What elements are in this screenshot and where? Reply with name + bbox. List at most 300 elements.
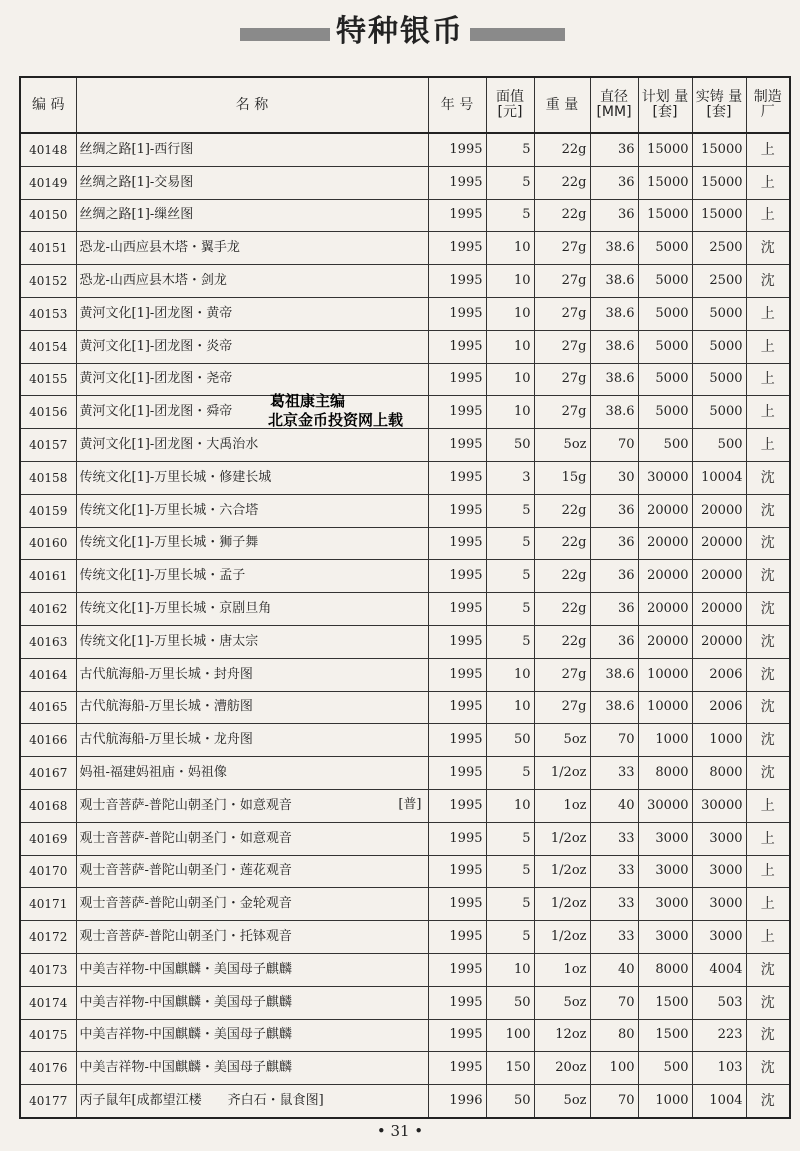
- cell-mint: 上: [746, 199, 790, 232]
- cell-actual: 5000: [692, 396, 746, 429]
- coin-name: 中美吉祥物-中国麒麟・美国母子麒麟: [79, 994, 292, 1010]
- cell-actual: 20000: [692, 625, 746, 658]
- cell-code: 40177: [20, 1085, 76, 1118]
- cell-weight: 12oz: [534, 1019, 590, 1052]
- cell-year: 1995: [428, 166, 486, 199]
- cell-diameter: 36: [590, 527, 638, 560]
- cell-planned: 5000: [638, 232, 692, 265]
- cell-planned: 5000: [638, 265, 692, 298]
- table-row: [20, 429, 790, 462]
- cell-year: 1995: [428, 330, 486, 363]
- table-row: [20, 330, 790, 363]
- coin-table-body: [20, 133, 790, 1118]
- coin-name: 黄河文化[1]-团龙图・尧帝: [79, 371, 233, 387]
- coin-table: [19, 76, 791, 1119]
- table-row: [20, 297, 790, 330]
- table-row: [20, 593, 790, 626]
- cell-actual: 20000: [692, 494, 746, 527]
- cell-planned: 5000: [638, 396, 692, 429]
- cell-code: 40161: [20, 560, 76, 593]
- table-row: [20, 363, 790, 396]
- coin-name: 中美吉祥物-中国麒麟・美国母子麒麟: [79, 1060, 292, 1076]
- cell-diameter: 38.6: [590, 330, 638, 363]
- coin-name: 传统文化[1]-万里长城・六合塔: [79, 502, 259, 518]
- cell-year: 1995: [428, 822, 486, 855]
- cell-code: 40174: [20, 986, 76, 1019]
- cell-planned: 5000: [638, 330, 692, 363]
- cell-weight: 27g: [534, 330, 590, 363]
- cell-name: [76, 691, 428, 724]
- cell-planned: 30000: [638, 789, 692, 822]
- cell-mint: 沈: [746, 1052, 790, 1085]
- cell-planned: 30000: [638, 461, 692, 494]
- table-row: [20, 1052, 790, 1085]
- cell-planned: 20000: [638, 494, 692, 527]
- cell-weight: 5oz: [534, 429, 590, 462]
- cell-name: [76, 921, 428, 954]
- cell-mint: 上: [746, 133, 790, 166]
- cell-diameter: 80: [590, 1019, 638, 1052]
- cell-name: [76, 265, 428, 298]
- cell-year: 1995: [428, 757, 486, 790]
- cell-name: [76, 658, 428, 691]
- table-row: [20, 691, 790, 724]
- header-diameter: 直径 [MM]: [590, 77, 638, 133]
- cell-mint: 沈: [746, 691, 790, 724]
- coin-name: 恐龙-山西应县木塔・翼手龙: [79, 240, 240, 256]
- cell-diameter: 33: [590, 888, 638, 921]
- cell-face-value: 5: [486, 494, 534, 527]
- cell-weight: 1/2oz: [534, 921, 590, 954]
- cell-name: [76, 1052, 428, 1085]
- cell-diameter: 36: [590, 166, 638, 199]
- cell-code: 40165: [20, 691, 76, 724]
- cell-weight: 27g: [534, 232, 590, 265]
- coin-name: 黄河文化[1]-团龙图・炎帝: [79, 338, 233, 354]
- cell-year: 1995: [428, 265, 486, 298]
- cell-actual: 15000: [692, 133, 746, 166]
- coin-name: 丝绸之路[1]-缫丝图: [79, 207, 194, 223]
- table-row: [20, 396, 790, 429]
- cell-weight: 22g: [534, 527, 590, 560]
- cell-name: [76, 1085, 428, 1118]
- cell-year: 1995: [428, 888, 486, 921]
- cell-face-value: 5: [486, 593, 534, 626]
- cell-code: 40172: [20, 921, 76, 954]
- cell-diameter: 33: [590, 855, 638, 888]
- cell-face-value: 5: [486, 166, 534, 199]
- watermark-line: 北京金币投资网上载: [268, 411, 404, 429]
- cell-year: 1995: [428, 691, 486, 724]
- cell-name: [76, 494, 428, 527]
- cell-weight: 15g: [534, 461, 590, 494]
- cell-year: 1995: [428, 494, 486, 527]
- cell-name: [76, 1019, 428, 1052]
- table-row: [20, 527, 790, 560]
- cell-diameter: 33: [590, 822, 638, 855]
- cell-mint: 沈: [746, 494, 790, 527]
- cell-face-value: 5: [486, 560, 534, 593]
- cell-weight: 1/2oz: [534, 855, 590, 888]
- cell-code: 40156: [20, 396, 76, 429]
- table-row: [20, 166, 790, 199]
- table-row: [20, 921, 790, 954]
- cell-code: 40159: [20, 494, 76, 527]
- cell-face-value: 5: [486, 133, 534, 166]
- cell-weight: 27g: [534, 396, 590, 429]
- cell-diameter: 70: [590, 724, 638, 757]
- cell-diameter: 36: [590, 625, 638, 658]
- cell-face-value: 5: [486, 921, 534, 954]
- cell-name: [76, 822, 428, 855]
- cell-mint: 沈: [746, 658, 790, 691]
- cell-code: 40155: [20, 363, 76, 396]
- cell-mint: 沈: [746, 953, 790, 986]
- cell-weight: 1/2oz: [534, 888, 590, 921]
- cell-face-value: 50: [486, 1085, 534, 1118]
- cell-face-value: 50: [486, 724, 534, 757]
- cell-actual: 2500: [692, 265, 746, 298]
- coin-name: 观士音菩萨-普陀山朝圣门・莲花观音: [79, 863, 292, 879]
- coin-name: 传统文化[1]-万里长城・孟子: [79, 568, 246, 584]
- coin-name: 古代航海船-万里长城・封舟图: [79, 666, 253, 682]
- cell-mint: 沈: [746, 232, 790, 265]
- cell-diameter: 38.6: [590, 658, 638, 691]
- header-actual: 实铸 量[套]: [692, 77, 746, 133]
- cell-diameter: 38.6: [590, 396, 638, 429]
- cell-mint: 上: [746, 921, 790, 954]
- cell-year: 1995: [428, 429, 486, 462]
- cell-planned: 3000: [638, 855, 692, 888]
- cell-code: 40151: [20, 232, 76, 265]
- coin-name: 恐龙-山西应县木塔・剑龙: [79, 273, 227, 289]
- table-row: [20, 724, 790, 757]
- cell-planned: 20000: [638, 560, 692, 593]
- cell-mint: 上: [746, 363, 790, 396]
- cell-planned: 15000: [638, 133, 692, 166]
- cell-year: 1995: [428, 396, 486, 429]
- cell-planned: 500: [638, 1052, 692, 1085]
- cell-actual: 8000: [692, 757, 746, 790]
- header-year: 年 号: [428, 77, 486, 133]
- cell-name: [76, 888, 428, 921]
- cell-face-value: 50: [486, 986, 534, 1019]
- cell-planned: 3000: [638, 888, 692, 921]
- cell-face-value: 5: [486, 822, 534, 855]
- coin-name: 黄河文化[1]-团龙图・舜帝: [79, 404, 233, 420]
- table-row: [20, 953, 790, 986]
- cell-weight: 27g: [534, 691, 590, 724]
- cell-name: [76, 199, 428, 232]
- cell-planned: 3000: [638, 921, 692, 954]
- coin-name: 黄河文化[1]-团龙图・大禹治水: [79, 437, 259, 453]
- header-planned: 计划 量[套]: [638, 77, 692, 133]
- cell-face-value: 5: [486, 757, 534, 790]
- cell-actual: 5000: [692, 363, 746, 396]
- cell-actual: 15000: [692, 166, 746, 199]
- cell-name: [76, 461, 428, 494]
- cell-weight: 22g: [534, 593, 590, 626]
- title-bar-right: [470, 28, 565, 41]
- cell-planned: 500: [638, 429, 692, 462]
- cell-mint: 沈: [746, 265, 790, 298]
- cell-name: [76, 625, 428, 658]
- cell-weight: 20oz: [534, 1052, 590, 1085]
- cell-weight: 5oz: [534, 986, 590, 1019]
- cell-year: 1995: [428, 527, 486, 560]
- table-row: [20, 757, 790, 790]
- cell-mint: 沈: [746, 560, 790, 593]
- cell-name: [76, 297, 428, 330]
- coin-tag: [普]: [398, 796, 422, 812]
- table-row: [20, 265, 790, 298]
- cell-code: 40158: [20, 461, 76, 494]
- cell-planned: 20000: [638, 527, 692, 560]
- page-number: • 31 •: [376, 1122, 424, 1140]
- coin-name: 中美吉祥物-中国麒麟・美国母子麒麟: [79, 961, 292, 977]
- cell-diameter: 33: [590, 921, 638, 954]
- watermark-line: 葛祖康主编: [270, 392, 346, 410]
- cell-code: 40175: [20, 1019, 76, 1052]
- cell-mint: 上: [746, 297, 790, 330]
- cell-weight: 22g: [534, 199, 590, 232]
- cell-year: 1995: [428, 133, 486, 166]
- cell-diameter: 38.6: [590, 265, 638, 298]
- cell-face-value: 10: [486, 789, 534, 822]
- watermark: [268, 392, 403, 430]
- cell-mint: 上: [746, 166, 790, 199]
- coin-name: 传统文化[1]-万里长城・狮子舞: [79, 535, 259, 551]
- cell-year: 1995: [428, 560, 486, 593]
- cell-year: 1995: [428, 921, 486, 954]
- cell-planned: 5000: [638, 363, 692, 396]
- cell-face-value: 50: [486, 429, 534, 462]
- cell-actual: 3000: [692, 855, 746, 888]
- cell-planned: 1500: [638, 986, 692, 1019]
- cell-actual: 15000: [692, 199, 746, 232]
- cell-actual: 5000: [692, 330, 746, 363]
- cell-code: 40166: [20, 724, 76, 757]
- cell-weight: 27g: [534, 265, 590, 298]
- cell-mint: 上: [746, 396, 790, 429]
- coin-name: 丝绸之路[1]-交易图: [79, 174, 194, 190]
- cell-planned: 10000: [638, 691, 692, 724]
- cell-diameter: 36: [590, 593, 638, 626]
- cell-face-value: 10: [486, 297, 534, 330]
- cell-code: 40163: [20, 625, 76, 658]
- cell-diameter: 70: [590, 1085, 638, 1118]
- cell-year: 1995: [428, 986, 486, 1019]
- coin-name: 丝绸之路[1]-西行图: [79, 141, 194, 157]
- cell-mint: 上: [746, 429, 790, 462]
- cell-name: [76, 757, 428, 790]
- cell-weight: 1oz: [534, 789, 590, 822]
- cell-code: 40167: [20, 757, 76, 790]
- coin-name: 观士音菩萨-普陀山朝圣门・如意观音: [79, 830, 292, 846]
- cell-weight: 27g: [534, 297, 590, 330]
- cell-actual: 20000: [692, 593, 746, 626]
- cell-code: 40148: [20, 133, 76, 166]
- cell-face-value: 10: [486, 363, 534, 396]
- header-code: 编 码: [20, 77, 76, 133]
- cell-year: 1995: [428, 232, 486, 265]
- cell-mint: 上: [746, 822, 790, 855]
- cell-mint: 沈: [746, 625, 790, 658]
- table-header-row: [20, 77, 790, 133]
- cell-code: 40162: [20, 593, 76, 626]
- table-row: [20, 625, 790, 658]
- cell-face-value: 5: [486, 855, 534, 888]
- cell-diameter: 33: [590, 757, 638, 790]
- cell-mint: 沈: [746, 986, 790, 1019]
- cell-weight: 22g: [534, 133, 590, 166]
- cell-weight: 22g: [534, 625, 590, 658]
- cell-code: 40152: [20, 265, 76, 298]
- cell-weight: 5oz: [534, 724, 590, 757]
- table-row: [20, 789, 790, 822]
- coin-name: 传统文化[1]-万里长城・唐太宗: [79, 633, 259, 649]
- cell-planned: 3000: [638, 822, 692, 855]
- page-title: 特种银币: [336, 14, 464, 49]
- table-row: [20, 199, 790, 232]
- cell-planned: 20000: [638, 593, 692, 626]
- table-row: [20, 822, 790, 855]
- coin-name: 观士音菩萨-普陀山朝圣门・如意观音: [79, 797, 292, 813]
- table-row: [20, 1085, 790, 1118]
- cell-code: 40173: [20, 953, 76, 986]
- cell-code: 40149: [20, 166, 76, 199]
- cell-face-value: 10: [486, 232, 534, 265]
- cell-year: 1995: [428, 625, 486, 658]
- table-row: [20, 133, 790, 166]
- cell-mint: 上: [746, 855, 790, 888]
- cell-diameter: 40: [590, 953, 638, 986]
- cell-actual: 20000: [692, 560, 746, 593]
- cell-name: [76, 593, 428, 626]
- cell-name: [76, 232, 428, 265]
- table-row: [20, 494, 790, 527]
- cell-name: [76, 429, 428, 462]
- cell-actual: 500: [692, 429, 746, 462]
- cell-weight: 1oz: [534, 953, 590, 986]
- coin-name: 观士音菩萨-普陀山朝圣门・托钵观音: [79, 929, 292, 945]
- cell-mint: 沈: [746, 593, 790, 626]
- cell-actual: 2500: [692, 232, 746, 265]
- cell-code: 40154: [20, 330, 76, 363]
- cell-code: 40168: [20, 789, 76, 822]
- cell-actual: 2006: [692, 691, 746, 724]
- cell-diameter: 36: [590, 199, 638, 232]
- table-row: [20, 888, 790, 921]
- cell-name: [76, 527, 428, 560]
- cell-mint: 沈: [746, 757, 790, 790]
- cell-year: 1995: [428, 855, 486, 888]
- cell-planned: 8000: [638, 757, 692, 790]
- cell-face-value: 100: [486, 1019, 534, 1052]
- header-name: 名 称: [76, 77, 428, 133]
- cell-diameter: 70: [590, 986, 638, 1019]
- cell-planned: 10000: [638, 658, 692, 691]
- cell-actual: 2006: [692, 658, 746, 691]
- cell-year: 1995: [428, 593, 486, 626]
- cell-year: 1996: [428, 1085, 486, 1118]
- table-row: [20, 658, 790, 691]
- cell-code: 40150: [20, 199, 76, 232]
- cell-name: [76, 133, 428, 166]
- cell-actual: 3000: [692, 822, 746, 855]
- cell-year: 1995: [428, 363, 486, 396]
- cell-face-value: 10: [486, 658, 534, 691]
- table-row: [20, 986, 790, 1019]
- coin-name: 丙子鼠年[成都望江楼 齐白石・鼠食图]: [79, 1093, 324, 1108]
- cell-actual: 5000: [692, 297, 746, 330]
- cell-weight: 22g: [534, 166, 590, 199]
- coin-name: 传统文化[1]-万里长城・京剧旦角: [79, 601, 272, 617]
- cell-diameter: 38.6: [590, 691, 638, 724]
- cell-diameter: 100: [590, 1052, 638, 1085]
- cell-name: [76, 986, 428, 1019]
- cell-name: [76, 953, 428, 986]
- cell-diameter: 40: [590, 789, 638, 822]
- table-row: [20, 232, 790, 265]
- coin-name: 观士音菩萨-普陀山朝圣门・金轮观音: [79, 896, 292, 912]
- cell-face-value: 5: [486, 625, 534, 658]
- coin-name: 妈祖-福建妈祖庙・妈祖像: [79, 765, 227, 781]
- cell-face-value: 10: [486, 953, 534, 986]
- coin-name: 中美吉祥物-中国麒麟・美国母子麒麟: [79, 1027, 292, 1043]
- cell-face-value: 5: [486, 888, 534, 921]
- coin-name: 黄河文化[1]-团龙图・黄帝: [79, 305, 233, 321]
- cell-actual: 223: [692, 1019, 746, 1052]
- cell-code: 40153: [20, 297, 76, 330]
- cell-diameter: 36: [590, 494, 638, 527]
- cell-mint: 沈: [746, 527, 790, 560]
- cell-mint: 上: [746, 789, 790, 822]
- cell-year: 1995: [428, 461, 486, 494]
- title-bar-left: [240, 28, 330, 41]
- cell-planned: 20000: [638, 625, 692, 658]
- cell-name: [76, 724, 428, 757]
- cell-code: 40160: [20, 527, 76, 560]
- coin-name: 传统文化[1]-万里长城・修建长城: [79, 469, 272, 485]
- table-row: [20, 560, 790, 593]
- cell-actual: 3000: [692, 888, 746, 921]
- cell-actual: 4004: [692, 953, 746, 986]
- cell-actual: 10004: [692, 461, 746, 494]
- cell-actual: 30000: [692, 789, 746, 822]
- cell-mint: 上: [746, 888, 790, 921]
- cell-year: 1995: [428, 953, 486, 986]
- cell-name: [76, 363, 428, 396]
- cell-face-value: 10: [486, 396, 534, 429]
- cell-planned: 5000: [638, 297, 692, 330]
- cell-year: 1995: [428, 1052, 486, 1085]
- cell-mint: 沈: [746, 1019, 790, 1052]
- cell-name: [76, 789, 428, 822]
- cell-name: [76, 560, 428, 593]
- cell-planned: 1000: [638, 724, 692, 757]
- cell-name: [76, 855, 428, 888]
- cell-face-value: 5: [486, 527, 534, 560]
- cell-face-value: 3: [486, 461, 534, 494]
- cell-planned: 1500: [638, 1019, 692, 1052]
- cell-code: 40176: [20, 1052, 76, 1085]
- header-weight: 重 量: [534, 77, 590, 133]
- cell-diameter: 38.6: [590, 297, 638, 330]
- cell-weight: 5oz: [534, 1085, 590, 1118]
- cell-actual: 3000: [692, 921, 746, 954]
- cell-mint: 沈: [746, 724, 790, 757]
